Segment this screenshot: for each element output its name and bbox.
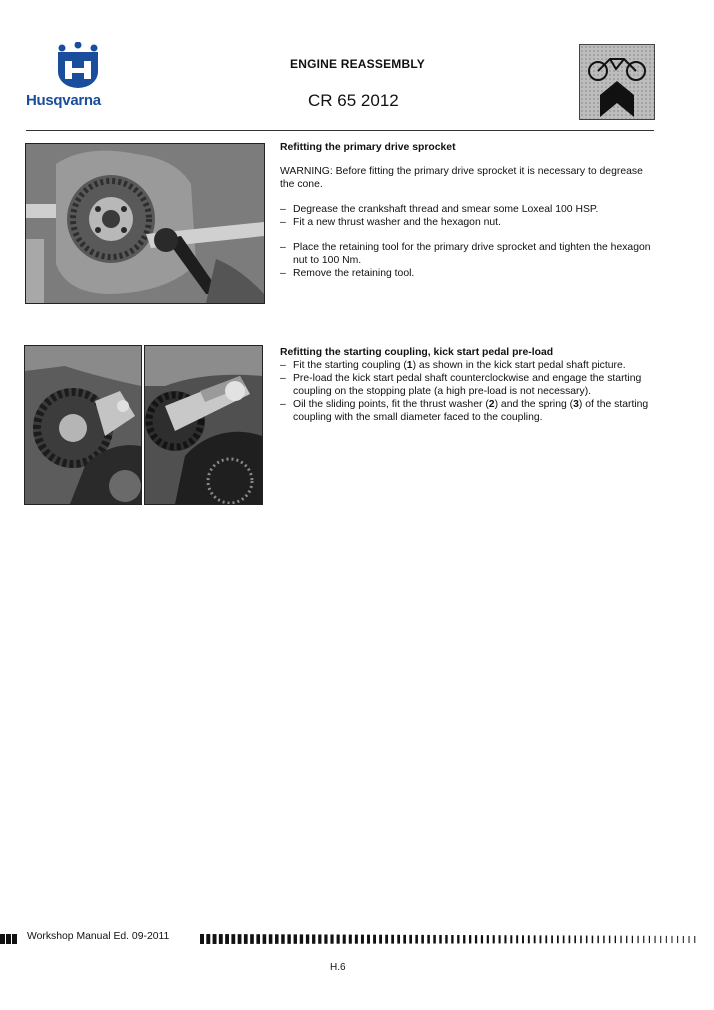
step-list <box>280 203 656 229</box>
list-item: – Place the retaining tool for the primary drive sprocket and tighten the hexagon nut to 100 Nm. <box>280 241 656 267</box>
callout-number: 3 <box>573 399 579 410</box>
step-list <box>280 241 656 280</box>
brand-wordmark: Husqvarna <box>26 92 101 109</box>
starting-coupling-photo <box>24 345 142 505</box>
list-item: – Remove the retaining tool. <box>280 267 656 280</box>
callout-number: 2 <box>488 399 495 410</box>
list-item: – Fit a new thrust washer and the hexagon nut. <box>280 216 656 229</box>
motorcycle-engine-icon <box>579 44 655 120</box>
step-list <box>280 359 656 424</box>
kick-start-shaft-photo <box>144 345 263 505</box>
warning-text: WARNING: Before fitting the primary drive sprocket it is necessary to degrease the cone. <box>280 166 643 190</box>
list-item: – Degrease the crankshaft thread and smear some Loxeal 100 HSP. <box>280 203 656 216</box>
callout-number: 1 <box>406 360 413 371</box>
page-number: H.6 <box>330 962 346 973</box>
list-item: – Fit the starting coupling (1) as shown in the kick start pedal shaft picture. <box>280 359 656 372</box>
list-item: – Pre-load the kick start pedal shaft counterclockwise and engage the starting coupling on the stopping plate (a high pre-load is not necessary). <box>280 372 656 398</box>
section-heading: Refitting the primary drive sprocket <box>280 142 456 153</box>
footer-edition-label: Workshop Manual Ed. 09-2011 <box>24 931 172 942</box>
section-heading: Refitting the starting coupling, kick start pedal pre-load <box>280 347 554 358</box>
header-divider <box>26 130 654 131</box>
primary-drive-sprocket-photo <box>25 143 265 304</box>
section-starting-coupling <box>280 346 656 424</box>
list-item: – Oil the sliding points, fit the thrust washer (2) and the spring (3) of the starting coupling with the small diameter faced to the coupling. <box>280 398 656 424</box>
section-title: ENGINE REASSEMBLY <box>290 57 425 71</box>
model-title: CR 65 2012 <box>308 91 399 110</box>
section-primary-drive-sprocket <box>280 141 656 280</box>
